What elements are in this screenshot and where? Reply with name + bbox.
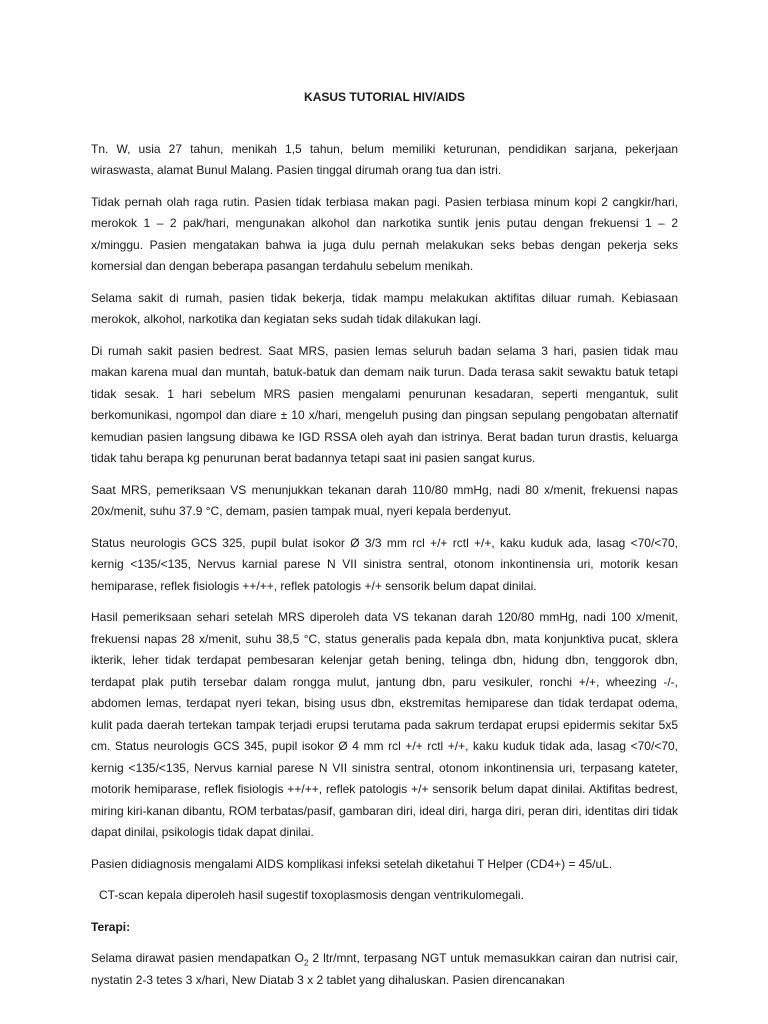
paragraph-hospital-history: Di rumah sakit pasien bedrest. Saat MRS, pasien lemas seluruh badan selama 3 hari, pasien tidak mau makan karena mual dan muntah, batuk-batuk dan demam naik turun. Dada terasa sakit sewaktu batuk tetapi tidak sesak. 1 hari sebelum MRS pasien mengalami penurunan kesadaran, seperti mengantuk, sulit berkomunikasi, ngompol dan diare ± 10 x/hari, mengeluh pusing dan pingsan sepulang pengobatan alternatif kemudian pasien langsung dibawa ke IGD RSSA oleh ayah dan istrinya. Berat badan turun drastis, keluarga tidak tahu berapa kg penurunan berat badannya tetapi saat ini pasien sangat kurus.: [91, 343, 678, 465]
therapy-heading: Terapi:: [91, 919, 131, 934]
document-title: KASUS TUTORIAL HIV/AIDS: [304, 90, 465, 104]
paragraph-follow-up-exam: Hasil pemeriksaan sehari setelah MRS diperoleh data VS tekanan darah 120/80 mmHg, nadi 100 x/menit, frekuensi napas 28 x/menit, suhu 38,5 °C, status generalis pada kepala dbn, mata konjunktiva pucat, sklera ikterik, leher tidak terdapat pembesaran kelenjar getah bening, telinga dbn, hidung dbn, tenggorok dbn, terdapat plak putih tersebar dalam rongga mulut, jantung dbn, paru vesikuler, ronchi +/+, wheezing -/-, abdomen lemas, terdapat nyeri tekan, bising usus dbn, ekstremitas hemiparese dan tidak terdapat odema, kulit pada daerah tertekan tampak terjadi erupsi terutama pada sakrum terdapat erupsi epidermis sekitar 5x5 cm. Status neurologis GCS 345, pupil isokor Ø 4 mm rcl +/+ rctl +/+, kaku kuduk tidak ada, lasag <70/<70, kernig <135/<135, Nervus karnial parese N VII sinistra sentral, otonom inkontinensia uri, terpasang kateter, motorik hemiparase, reflek fisiologis ++/++, reflek patologis +/+ sensorik belum dapat dinilai. Aktifitas bedrest, miring kiri-kanan dibantu, ROM terbatas/pasif, gambaran diri, ideal diri, harga diri, peran diri, identitas diri tidak dapat dinilai, psikologis tidak dapat dinilai.: [91, 610, 678, 839]
therapy-text-start: Selama dirawat pasien mendapatkan O: [91, 951, 304, 965]
therapy-subscript: 2: [303, 958, 309, 968]
paragraph-neurological-status: Status neurologis GCS 325, pupil bulat isokor Ø 3/3 mm rcl +/+ rctl +/+, kaku kuduk ada, lasag <70/<70, kernig <135/<135, Nervus karnial parese N VII sinistra sentral, otonom inkontinensia uri, motorik kesan hemiparase, reflek fisiologis ++/++, reflek patologis +/+ sensorik belum dapat dinilai.: [91, 535, 678, 593]
document-page: [91, 87, 678, 1001]
therapy-text-rest: 2 ltr/mnt, terpasang NGT untuk memasukkan cairan dan nutrisi cair, nystatin 2-3 tetes 3 x/hari, New Diatab 3 x 2 tablet yang dihaluskan. Pasien direncanakan: [91, 951, 679, 987]
paragraph-patient-identity: Tn. W, usia 27 tahun, menikah 1,5 tahun, belum memiliki keturunan, pendidikan sarjana, pekerjaan wiraswasta, alamat Bunul Malang. Pasien tinggal dirumah orang tua dan istri.: [91, 141, 678, 177]
paragraph-lifestyle: Tidak pernah olah raga rutin. Pasien tidak terbiasa makan pagi. Pasien terbiasa minum kopi 2 cangkir/hari, merokok 1 – 2 pak/hari, mengunakan alkohol dan narkotika suntik jenis putau dengan frekuensi 1 – 2 x/minggu. Pasien mengatakan bahwa ia juga dulu pernah melakukan seks bebas dengan pekerja seks komersial dan dengan beberapa pasangan terdahulu sebelum menikah.: [91, 194, 678, 273]
paragraph-home-condition: Selama sakit di rumah, pasien tidak bekerja, tidak mampu melakukan aktifitas diluar rumah. Kebiasaan merokok, alkohol, narkotika dan kegiatan seks sudah tidak dilakukan lagi.: [91, 290, 678, 326]
paragraph-admission-vitals: Saat MRS, pemeriksaan VS menunjukkan tekanan darah 110/80 mmHg, nadi 80 x/menit, frekuensi napas 20x/menit, suhu 37.9 °C, demam, pasien tampak mual, nyeri kepala berdenyut.: [91, 482, 678, 518]
paragraph-ct-scan: CT-scan kepala diperoleh hasil sugestif toxoplasmosis dengan ventrikulomegali.: [99, 888, 524, 902]
paragraph-diagnosis: Pasien didiagnosis mengalami AIDS komplikasi infeksi setelah diketahui T Helper (CD4+) = 45/uL.: [91, 856, 613, 871]
paragraph-therapy: [91, 948, 678, 991]
